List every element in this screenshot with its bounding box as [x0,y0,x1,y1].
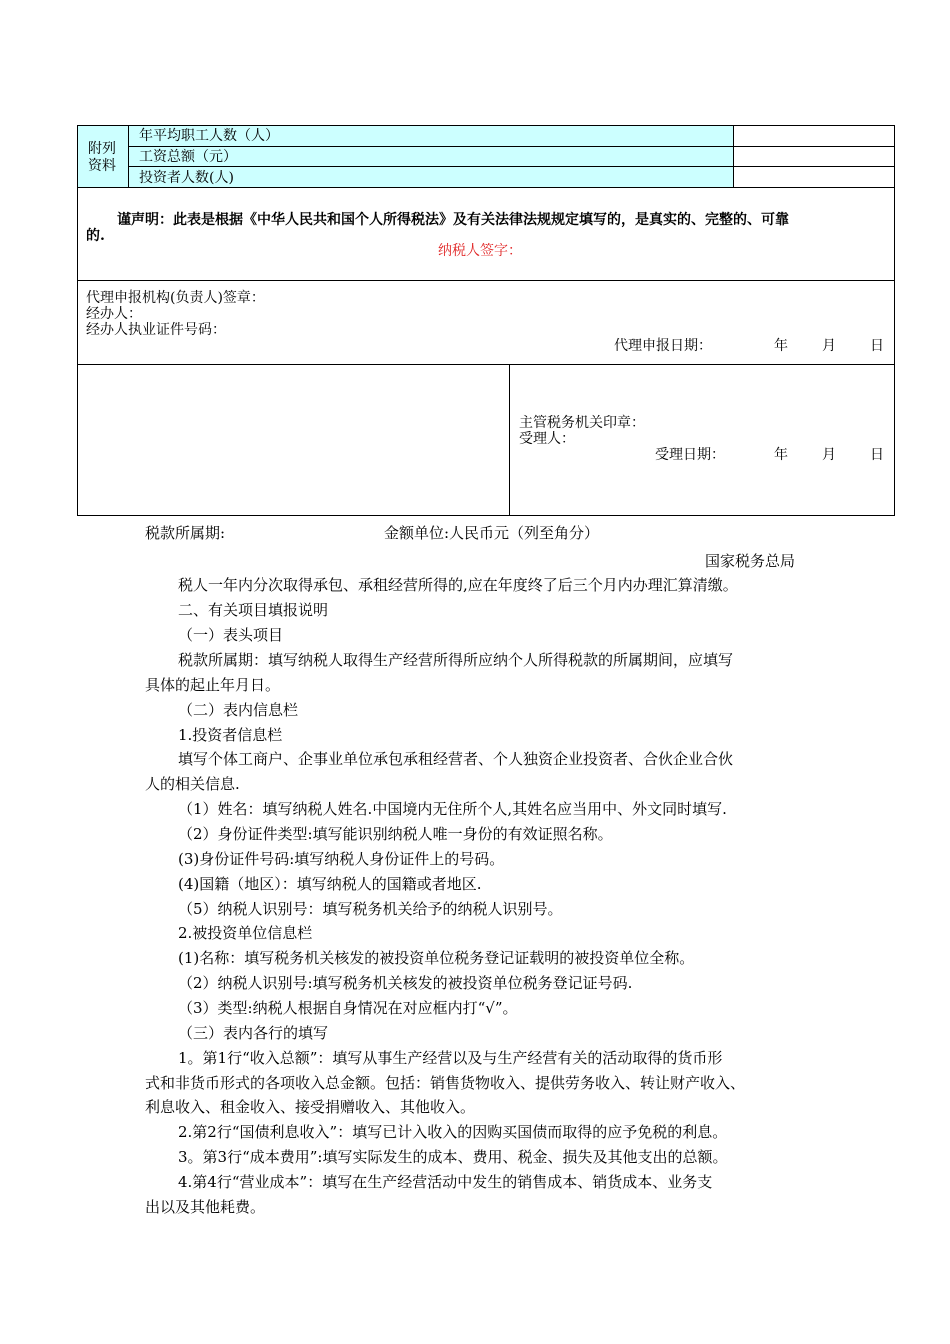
body-paragraph: 2.被投资单位信息栏 [178,924,313,942]
body-paragraph: (4)国籍（地区）：填写纳税人的国籍或者地区. [178,875,482,893]
investor-count-label: 投资者人数(人) [139,170,234,186]
body-paragraph: （1）姓名：填写纳税人姓名.中国境内无住所个人,其姓名应当用中、外文同时填写. [178,800,727,818]
agent-date-year: 年 [774,338,788,354]
body-paragraph: 具体的起止年月日。 [145,676,281,694]
body-paragraph: 式和非货币形式的各项收入总金额。包括：销售货物收入、提供劳务收入、转让财产收入、 [145,1074,746,1092]
body-paragraph: 人的相关信息. [145,775,240,793]
tax-period-label: 税款所属期: [145,524,226,542]
body-paragraph: 税人一年内分次取得承包、承租经营所得的,应在年度终了后三个月内办理汇算清缴。 [178,576,738,594]
body-paragraph: （三）表内各行的填写 [178,1024,329,1042]
body-paragraph: 3。第3行“成本费用”:填写实际发生的成本、费用、税金、损失及其他支出的总额。 [178,1148,728,1166]
body-paragraph: （2）身份证件类型:填写能识别纳税人唯一身份的有效证照名称。 [178,825,613,843]
handler-label: 经办人： [86,306,142,322]
body-paragraph: 填写个体工商户、企事业单位承包承租经营者、个人独资企业投资者、合伙企业合伙 [178,750,734,768]
acceptance-date-day: 日 [870,447,884,463]
acceptance-date-label: 受理日期： [655,447,725,463]
acceptance-date-month: 月 [822,447,836,463]
handler-cert-label: 经办人执业证件号码： [86,322,226,338]
attached-info-value-cell[interactable] [733,125,895,147]
body-paragraph: （3）类型:纳税人根据自身情况在对应框内打“√”。 [178,999,518,1017]
body-paragraph: 1.投资者信息栏 [178,726,283,744]
body-paragraph: 二、有关项目填报说明 [178,601,329,619]
declaration-text-line1: 谨声明：此表是根据《中华人民共和国个人所得税法》及有关法律法规规定填写的，是真实的、完整的、可靠 [117,212,789,228]
declaration-text-line2: 的. [86,228,105,244]
attached-info-value-cell[interactable] [733,166,895,188]
agent-date-month: 月 [822,338,836,354]
body-paragraph: 出以及其他耗费。 [145,1198,266,1216]
agent-date-label: 代理申报日期： [614,338,712,354]
declaration-box [77,187,895,281]
body-paragraph: （2）纳税人识别号:填写税务机关核发的被投资单位税务登记证号码. [178,974,633,992]
body-paragraph: 1。第1行“收入总额”：填写从事生产经营以及与生产经营有关的活动取得的货币形 [178,1049,723,1067]
agent-date-day: 日 [870,338,884,354]
blank-left-box [77,364,510,516]
body-paragraph: （5）纳税人识别号：填写税务机关给予的纳税人识别号。 [178,900,563,918]
amount-unit-label: 金额单位:人民币元（列至角分） [384,524,600,542]
body-paragraph: （二）表内信息栏 [178,701,299,719]
body-paragraph: (1)名称：填写税务机关核发的被投资单位税务登记证载明的被投资单位全称。 [178,949,695,967]
total-wages-label: 工资总额（元） [139,149,237,165]
agency-seal-label: 代理申报机构(负责人)签章： [86,290,265,306]
taxpayer-signature-label: 纳税人签字： [438,243,522,259]
receiver-label: 受理人： [519,431,575,447]
body-paragraph: 税款所属期：填写纳税人取得生产经营所得所应纳个人所得税款的所属期间，应填写 [178,651,734,669]
body-paragraph: 2.第2行“国债利息收入”：填写已计入收入的因购买国债而取得的应予免税的利息。 [178,1123,728,1141]
issuer-label: 国家税务总局 [705,552,796,570]
tax-authority-seal-label: 主管税务机关印章： [519,415,645,431]
avg-employee-count-label: 年平均职工人数（人） [139,128,279,144]
body-paragraph: (3)身份证件号码:填写纳税人身份证件上的号码。 [178,850,505,868]
body-paragraph: 4.第4行“营业成本”：填写在生产经营活动中发生的销售成本、销货成本、业务支 [178,1173,713,1191]
body-paragraph: （一）表头项目 [178,626,284,644]
attached-info-label-line2: 资料 [88,158,116,174]
body-paragraph: 利息收入、租金收入、接受捐赠收入、其他收入。 [145,1098,476,1116]
attached-info-label-line1: 附列 [88,141,116,157]
acceptance-date-year: 年 [774,447,788,463]
attached-info-value-cell[interactable] [733,146,895,167]
